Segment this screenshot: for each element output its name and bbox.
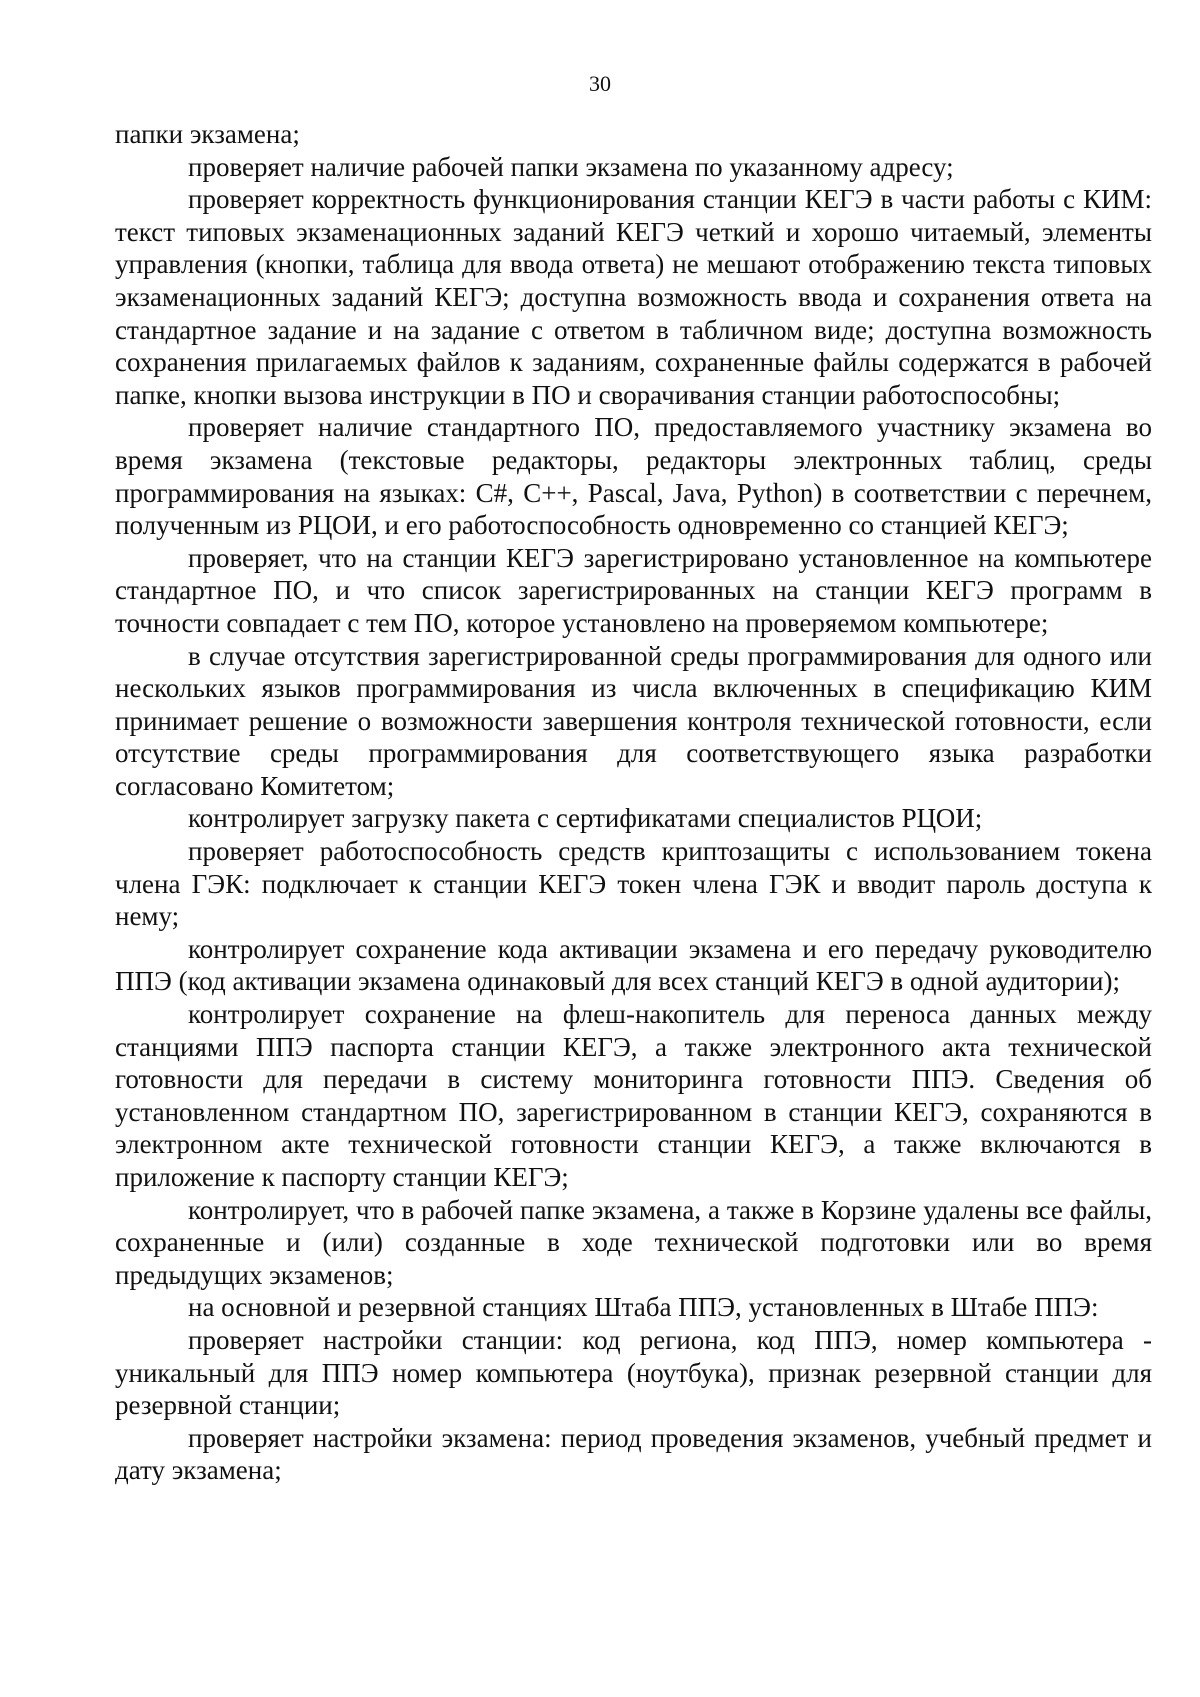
paragraph-certificates: контролирует загрузку пакета с сертификатами специалистов РЦОИ; [188,803,983,834]
paragraph-activation-code: контролирует сохранение кода активации экзамена и его передачу руководителю ППЭ (код активации экзамена одинаковый для всех станций КЕГЭ в одной аудитории); [115,933,1152,997]
document-body [115,118,1152,1487]
paragraph-check-work-folder: проверяет наличие рабочей папки экзамена по указанному адресу; [188,151,954,182]
paragraph-exam-settings: проверяет настройки экзамена: период проведения экзаменов, учебный предмет и дату экзамена; [115,1422,1152,1486]
paragraph-continuation: папки экзамена; [115,119,300,149]
paragraph-check-station-kim: проверяет корректность функционирования станции КЕГЭ в части работы с КИМ: текст типовых экзаменационных заданий КЕГЭ четкий и хорошо читаемый, элементы управления (кнопки, таблица для ввода ответа) не мешают отображению текста типовых экзаменационных заданий КЕГЭ; доступна возможность ввода и сохранения ответа на стандартное задание и на задание с ответом в табличном виде; доступна возможность сохранения прилагаемых файлов к заданиям, сохраненные файлы содержатся в рабочей папке, кнопки вызова инструкции в ПО и сворачивания станции работоспособны; [115,184,1152,410]
paragraph-crypto-token: проверяет работоспособность средств криптозащиты с использованием токена члена ГЭК: подключает к станции КЕГЭ токен члена ГЭК и вводит пароль доступа к нему; [115,836,1152,932]
paragraph-missing-environment: в случае отсутствия зарегистрированной среды программирования для одного или нескольких языков программирования из числа включенных в спецификацию КИМ принимает решение о возможности завершения контроля технической готовности, если отсутствие среды программирования для соответствующего языка разработки согласовано Комитетом; [115,640,1152,801]
paragraph-cleanup: контролирует, что в рабочей папке экзамена, а также в Корзине удалены все файлы, сохраненные и (или) созданные в ходе технической подготовки или во время предыдущих экзаменов; [115,1194,1152,1290]
paragraph-station-settings: проверяет настройки станции: код региона, код ППЭ, номер компьютера - уникальный для ППЭ номер компьютера (ноутбука), признак резервной станции для резервной станции; [115,1324,1152,1421]
paragraph-check-registered-software: проверяет, что на станции КЕГЭ зарегистрировано установленное на компьютере стандартное ПО, и что список зарегистрированных на станции КЕГЭ программ в точности совпадает с тем ПО, которое установлено на проверяемом компьютере; [115,542,1152,638]
paragraph-flash-save: контролирует сохранение на флеш-накопитель для переноса данных между станциями ППЭ паспорта станции КЕГЭ, а также электронного акта технической готовности для передачи в систему мониторинга готовности ППЭ. Сведения об установленном стандартном ПО, зарегистрированном в станции КЕГЭ, сохраняются в электронном акте технической готовности станции КЕГЭ, а также включаются в приложение к паспорту станции КЕГЭ; [115,999,1152,1192]
page-number: 30 [589,71,611,96]
paragraph-hq-stations: на основной и резервной станциях Штаба ППЭ, установленных в Штабе ППЭ: [188,1292,1099,1323]
paragraph-check-standard-software: проверяет наличие стандартного ПО, предоставляемого участнику экзамена во время экзамена (текстовые редакторы, редакторы электронных таблиц, среды программирования на языках: C#, C++, Pascal, Java, Python) в соответствии с перечнем, полученным из РЦОИ, и его работоспособность одновременно со станцией КЕГЭ; [115,412,1152,541]
